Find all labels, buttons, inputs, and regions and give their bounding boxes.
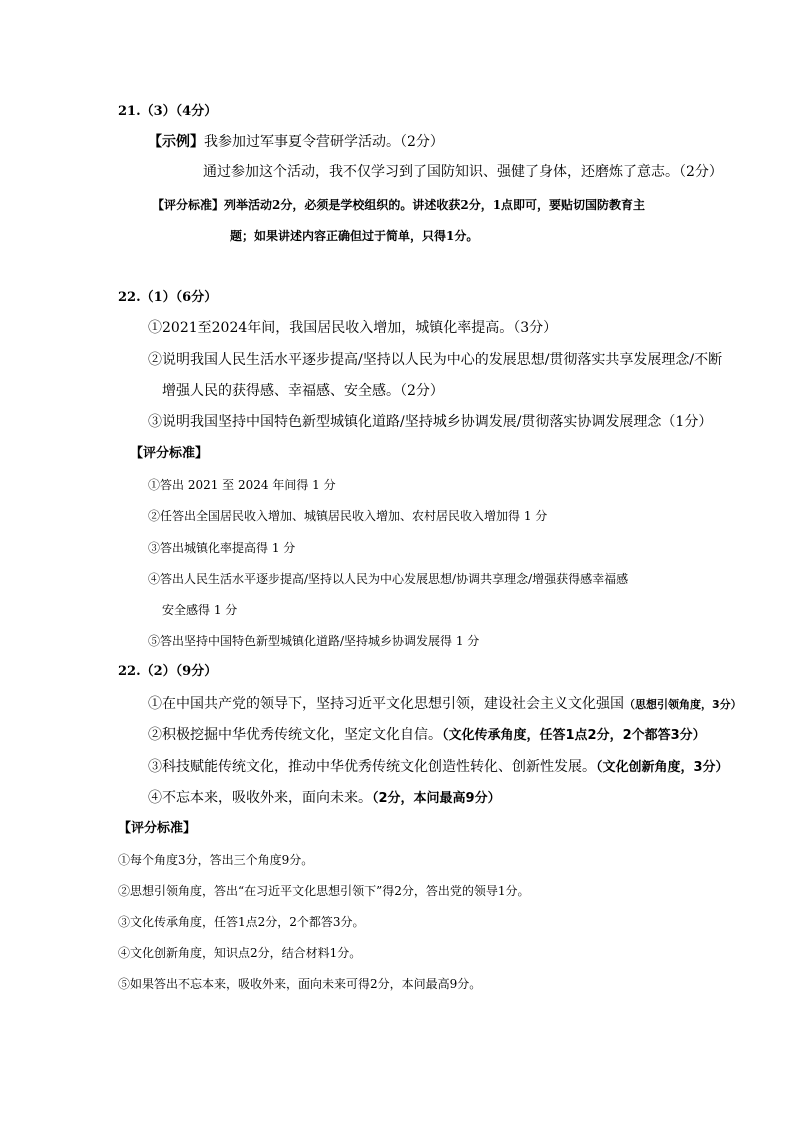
q21-3-heading: 21.（3）（4分） [118,104,218,119]
q22-2-answer-2 [148,727,706,744]
q21-3-example [148,134,444,151]
q22-2-criteria-title: 【评分标准】 [118,821,197,836]
q22-1-answer-1: ①2021至2024年间，我国居民收入增加，城镇化率提高。（3分） [148,320,558,336]
q22-2-answer-4 [148,790,501,807]
q22-1-answer-3: ③说明我国坚持中国特色新型城镇化道路/坚持城乡协调发展/贯彻落实协调发展理念（1分） [148,414,713,430]
q21-3-criteria-line-1: 【评分标准】列举活动2分，必须是学校组织的。讲述收获2分，1点即可，要贴切国防教育主 [152,198,646,212]
q22-2-criterion-2: ②思想引领角度，答出“在习近平文化思想引领下”得2分，答出党的领导1分。 [118,884,530,898]
answer-3-text: ③科技赋能传统文化，推动中华优秀传统文化创造性转化、创新性发展。 [148,759,596,775]
q22-2-criterion-5: ⑤如果答出不忘本来，吸收外来，面向未来可得2分，本问最高9分。 [118,977,482,991]
q22-1-criterion-3: ③答出城镇化率提高得 1 分 [148,541,296,555]
q22-1-answer-2-line-1: ②说明我国人民生活水平逐步提高/坚持以人民为中心的发展思想/贯彻落实共享发展理念/不断 [148,352,723,368]
answer-2-note: （文化传承角度，任答1点2分，2个都答3分） [442,728,706,743]
example-line-2: 通过参加这个活动，我不仅学习到了国防知识、强健了身体，还磨炼了意志。（2分） [203,164,723,180]
example-label: 【示例】 [148,134,204,150]
q21-3-criteria-line-2: 题；如果讲述内容正确但过于简单，只得1分。 [230,229,479,243]
q22-1-heading: 22.（1）（6分） [118,290,218,305]
q22-1-criterion-4-line-2: 安全感得 1 分 [162,603,238,617]
q22-2-criterion-1: ①每个角度3分，答出三个角度9分。 [118,853,314,867]
answer-4-text: ④不忘本来，吸收外来，面向未来。 [148,790,372,806]
answer-1-text: ①在中国共产党的领导下，坚持习近平文化思想引领，建设社会主义文化强国 [148,696,624,712]
q22-2-criterion-3: ③文化传承角度，任答1点2分，2个都答3分。 [118,915,365,929]
answer-4-note: （2分，本问最高9分） [372,791,501,806]
answer-2-text: ②积极挖掘中华优秀传统文化，坚定文化自信。 [148,727,442,743]
q22-2-heading: 22.（2）（9分） [118,664,218,679]
q22-1-criteria-title: 【评分标准】 [130,446,209,461]
q22-1-criterion-4-line-1: ④答出人民生活水平逐步提高/坚持以人民为中心发展思想/协调共享理念/增强获得感幸福感 [148,572,629,586]
q22-2-criterion-4: ④文化创新角度，知识点2分，结合材料1分。 [118,946,362,960]
q22-1-criterion-5: ⑤答出坚持中国特色新型城镇化道路/坚持城乡协调发展得 1 分 [148,634,480,648]
q22-1-answer-2-line-2: 增强人民的获得感、幸福感、安全感。（2分） [162,383,444,399]
q22-1-criterion-2: ②任答出全国居民收入增加、城镇居民收入增加、农村居民收入增加得 1 分 [148,509,548,523]
example-line-1: 我参加过军事夏令营研学活动。（2分） [204,134,444,150]
answer-1-note: （思想引领角度，3分） [624,698,742,711]
answer-3-note: （文化创新角度，3分） [596,760,729,775]
q22-2-answer-1 [148,696,742,713]
q22-2-answer-3 [148,759,729,776]
q22-1-criterion-1: ①答出 2021 至 2024 年间得 1 分 [148,478,336,492]
